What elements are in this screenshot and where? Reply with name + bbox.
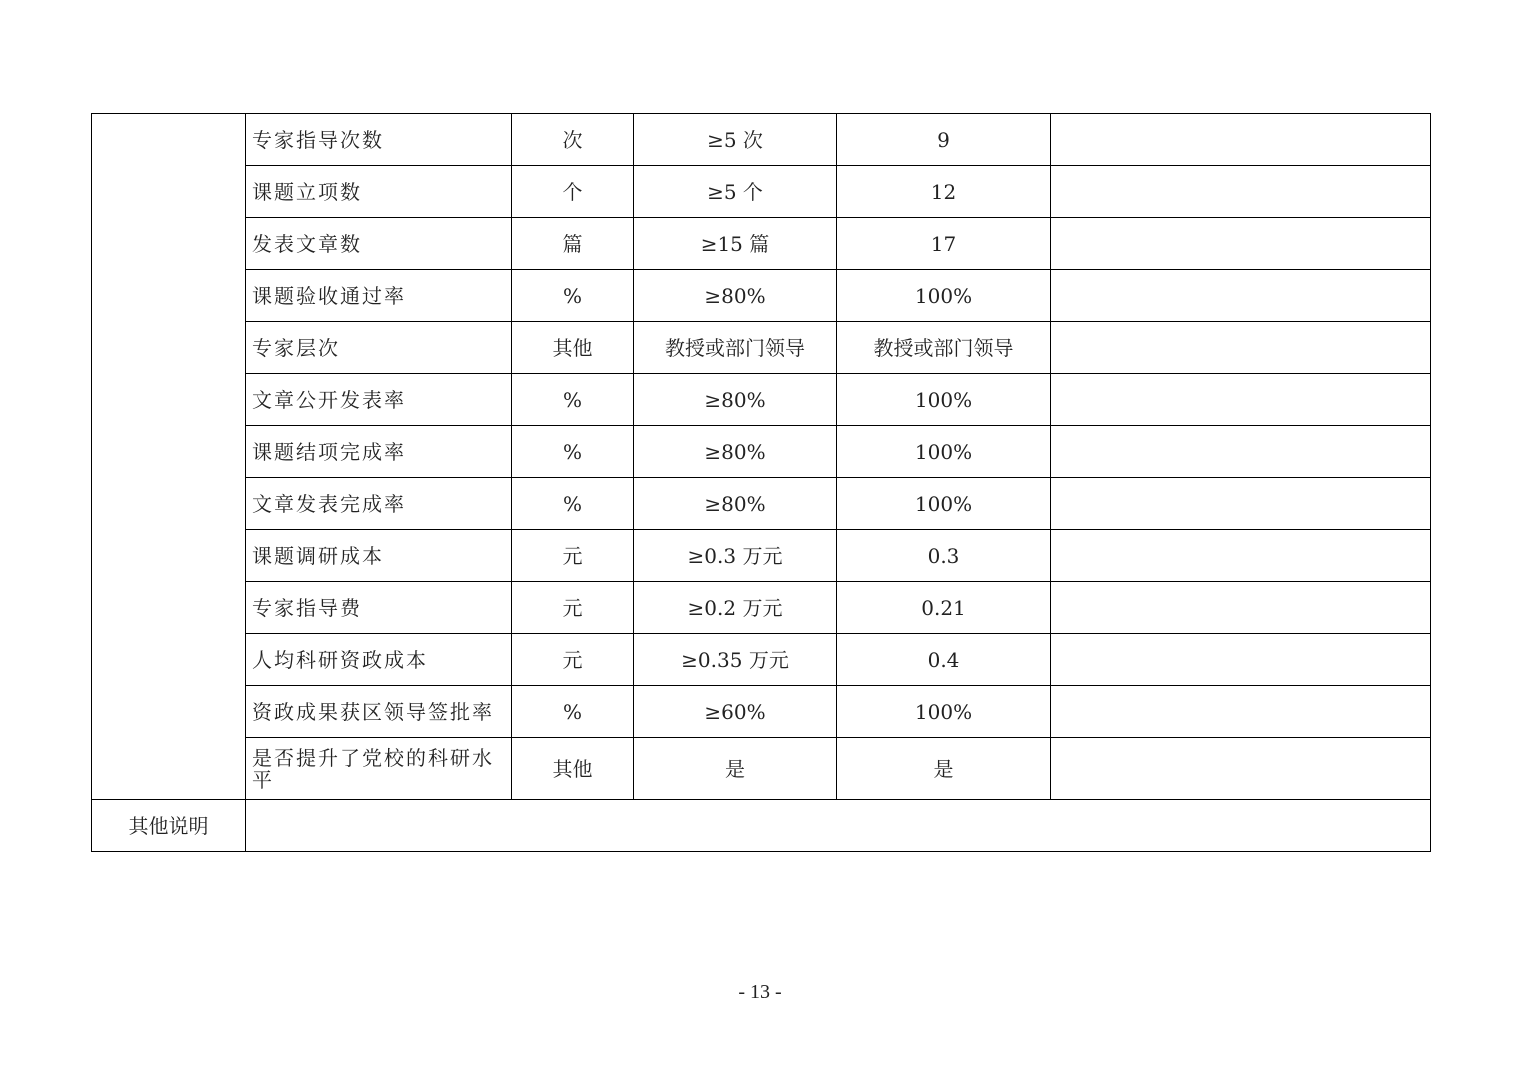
target-value-cell: ≥15 篇 <box>634 218 837 270</box>
actual-value-cell: 0.4 <box>837 634 1051 686</box>
page-number: - 13 - <box>738 981 782 1003</box>
remark-cell <box>1051 270 1431 322</box>
table-row <box>92 530 1431 582</box>
indicator-name-cell: 是否提升了党校的科研水平 <box>246 738 512 800</box>
target-value-cell: 是 <box>634 738 837 800</box>
actual-value-cell: 0.3 <box>837 530 1051 582</box>
table-row <box>92 322 1431 374</box>
remark-cell <box>1051 374 1431 426</box>
actual-value-cell: 100% <box>837 686 1051 738</box>
actual-value-cell: 12 <box>837 166 1051 218</box>
remark-cell <box>1051 218 1431 270</box>
remark-cell <box>1051 114 1431 166</box>
unit-cell: 次 <box>512 114 634 166</box>
indicator-name-cell: 课题结项完成率 <box>246 426 512 478</box>
actual-value-cell: 100% <box>837 478 1051 530</box>
table-row <box>92 166 1431 218</box>
remark-cell <box>1051 322 1431 374</box>
unit-cell: % <box>512 478 634 530</box>
target-value-cell: ≥0.2 万元 <box>634 582 837 634</box>
other-notes-label: 其他说明 <box>92 800 246 852</box>
table-row <box>92 686 1431 738</box>
actual-value-cell: 教授或部门领导 <box>837 322 1051 374</box>
other-notes-value <box>246 800 1431 852</box>
remark-cell <box>1051 530 1431 582</box>
indicator-name-cell: 人均科研资政成本 <box>246 634 512 686</box>
actual-value-cell: 100% <box>837 374 1051 426</box>
performance-indicator-table <box>91 113 1431 852</box>
remark-cell <box>1051 582 1431 634</box>
table-row <box>92 270 1431 322</box>
indicator-name-cell: 专家指导费 <box>246 582 512 634</box>
target-value-cell: ≥80% <box>634 270 837 322</box>
actual-value-cell: 100% <box>837 270 1051 322</box>
actual-value-cell: 是 <box>837 738 1051 800</box>
unit-cell: % <box>512 270 634 322</box>
remark-cell <box>1051 634 1431 686</box>
indicator-name-cell: 课题调研成本 <box>246 530 512 582</box>
unit-cell: 元 <box>512 634 634 686</box>
unit-cell: 元 <box>512 582 634 634</box>
table-row <box>92 374 1431 426</box>
actual-value-cell: 100% <box>837 426 1051 478</box>
table-row <box>92 114 1431 166</box>
indicator-name-cell: 专家层次 <box>246 322 512 374</box>
target-value-cell: ≥0.3 万元 <box>634 530 837 582</box>
remark-cell <box>1051 166 1431 218</box>
indicator-name-cell: 课题验收通过率 <box>246 270 512 322</box>
table-body <box>92 114 1431 852</box>
unit-cell: 元 <box>512 530 634 582</box>
remark-cell <box>1051 426 1431 478</box>
actual-value-cell: 9 <box>837 114 1051 166</box>
target-value-cell: ≥0.35 万元 <box>634 634 837 686</box>
unit-cell: 其他 <box>512 322 634 374</box>
actual-value-cell: 0.21 <box>837 582 1051 634</box>
unit-cell: 篇 <box>512 218 634 270</box>
other-notes-row <box>92 800 1431 852</box>
unit-cell: % <box>512 426 634 478</box>
table-row <box>92 218 1431 270</box>
table-row <box>92 478 1431 530</box>
target-value-cell: ≥80% <box>634 478 837 530</box>
indicator-name-cell: 文章发表完成率 <box>246 478 512 530</box>
table-row <box>92 634 1431 686</box>
unit-cell: 个 <box>512 166 634 218</box>
table-row <box>92 582 1431 634</box>
indicator-name-cell: 课题立项数 <box>246 166 512 218</box>
target-value-cell: ≥5 次 <box>634 114 837 166</box>
target-value-cell: ≥80% <box>634 374 837 426</box>
indicator-name-cell: 发表文章数 <box>246 218 512 270</box>
unit-cell: % <box>512 686 634 738</box>
target-value-cell: 教授或部门领导 <box>634 322 837 374</box>
indicator-name-cell: 文章公开发表率 <box>246 374 512 426</box>
unit-cell: 其他 <box>512 738 634 800</box>
indicator-name-cell: 资政成果获区领导签批率 <box>246 686 512 738</box>
remark-cell <box>1051 478 1431 530</box>
remark-cell <box>1051 738 1431 800</box>
table-row <box>92 738 1431 800</box>
target-value-cell: ≥5 个 <box>634 166 837 218</box>
target-value-cell: ≥60% <box>634 686 837 738</box>
actual-value-cell: 17 <box>837 218 1051 270</box>
remark-cell <box>1051 686 1431 738</box>
category-cell <box>92 114 246 800</box>
target-value-cell: ≥80% <box>634 426 837 478</box>
table-row <box>92 426 1431 478</box>
indicator-name-cell: 专家指导次数 <box>246 114 512 166</box>
unit-cell: % <box>512 374 634 426</box>
